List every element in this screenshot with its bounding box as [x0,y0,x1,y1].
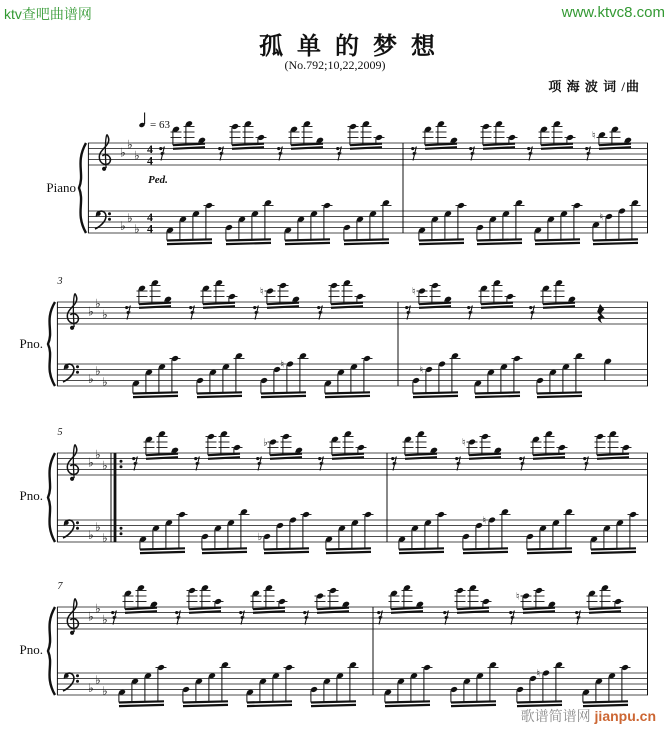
bass-beat-group [139,511,188,553]
composer-credit: 项 海 波 词 /曲 [548,79,640,94]
svg-text:♭: ♭ [88,609,94,624]
svg-text:♭: ♭ [134,148,140,163]
svg-text:♭: ♭ [88,681,94,695]
svg-text:♭: ♭ [127,210,133,225]
bass-beat-group [132,355,181,397]
svg-text:♭: ♭ [95,672,101,687]
footer-watermark [521,706,656,726]
svg-text:♮: ♮ [592,130,596,142]
bass-beat-group [590,511,639,553]
svg-text:♮: ♮ [260,286,264,298]
treble-beat-group [239,584,287,624]
treble-beat-group [175,584,223,624]
svg-text:♭: ♭ [88,528,94,542]
treble-beat-group [336,120,384,160]
svg-text:♭: ♭ [88,372,94,386]
svg-text:4: 4 [147,221,153,236]
system-1 [46,113,648,245]
bass-clef [95,211,111,229]
grand-staff-brace [48,607,55,695]
tempo-marking [139,113,171,132]
treble-clef [67,599,78,635]
barlines [88,143,647,236]
treble-beat-group [405,282,452,319]
bass-beat-group [118,664,167,706]
treble-beat-group [218,120,266,160]
footer-site-url: jianpu.cn [594,708,656,724]
staff-label: Pno. [19,488,43,503]
svg-text:4: 4 [147,153,153,168]
treble-beat-group [318,430,366,470]
bass-beat-group [398,511,447,553]
bass-clef [63,364,79,382]
treble-beat-group [467,279,515,319]
time-signature [147,210,153,236]
svg-text:♭: ♭ [127,137,133,152]
key-signature [88,364,108,389]
treble-beat-group [455,433,502,470]
treble-beat-group [597,304,605,323]
key-signature [120,211,140,236]
svg-text:♭: ♭ [120,145,126,160]
svg-text:♭: ♭ [88,304,94,319]
bass-beat-group [534,202,583,244]
bass-clef [63,673,79,691]
svg-text:♭: ♭ [95,296,101,311]
treble-beat-group [391,430,438,470]
treble-beat-group [509,587,556,624]
svg-text:♮: ♮ [482,515,487,527]
treble-beat-group [443,584,491,624]
system-2 [20,276,648,397]
svg-text:♮: ♮ [599,212,604,223]
treble-beat-group [277,120,324,160]
treble-clef [67,445,78,481]
bass-beat-group [474,355,523,397]
svg-text:♭: ♭ [257,532,263,543]
svg-text:4: 4 [147,209,153,224]
barlines [57,453,647,542]
svg-text:♮: ♮ [280,359,285,371]
treble-beat-group [469,120,517,160]
measure-number: 7 [57,581,63,592]
bass-beat-group [246,664,295,706]
bass-beat-group [325,511,374,553]
quarter-rest [597,304,605,323]
staff-label: Pno. [19,642,43,657]
start-repeat-barline [111,453,123,542]
svg-text:♭: ♭ [102,307,108,322]
svg-text:♭: ♭ [134,221,140,236]
system-3 [20,427,648,553]
treble-beat-group [529,279,576,319]
key-signature [88,601,108,626]
grand-staff-brace [48,302,55,386]
treble-staff [88,143,648,168]
treble-beat-group [317,279,365,319]
treble-beat-group [411,120,458,160]
svg-text:♭: ♭ [102,458,108,473]
staff-label: Piano [46,180,76,195]
staff-label: Pno. [19,336,43,351]
measure-number: 3 [57,276,63,287]
svg-text:♭: ♭ [120,219,126,233]
svg-text:= 63: = 63 [150,119,170,131]
svg-text:♭: ♭ [95,447,101,462]
bass-beat-group [582,664,631,706]
treble-staff [57,607,648,629]
treble-staff [57,302,648,324]
watermark-site-name: ktv查吧曲谱网 [4,6,92,22]
treble-beat-group [125,279,172,319]
system-4 [20,581,648,706]
treble-beat-group [253,282,300,319]
treble-beat-group [111,584,158,624]
key-signature [88,296,108,321]
key-signature [88,447,108,472]
bass-beat-group [258,511,312,553]
treble-beat-group [519,430,567,470]
pedal-marking: Ped. [148,174,168,186]
treble-clef [67,294,78,330]
svg-text:4: 4 [147,141,153,156]
treble-beat-group [194,430,242,470]
song-title: 孤 单 的 梦 想 [259,34,439,60]
treble-beat-group [256,433,303,470]
treble-beat-group [132,430,179,470]
svg-text:♮: ♮ [412,286,416,298]
treble-beat-group [377,584,424,624]
bass-beat-group [166,202,215,244]
svg-text:♭: ♭ [102,612,108,627]
bass-beat-group [604,358,612,380]
svg-text:♭: ♭ [95,601,101,616]
barlines [57,607,647,695]
footer-site-name: 歌谱简谱网 [520,708,591,724]
song-catalog-number: (No.792;10,22,2009) [284,58,386,72]
key-signature [88,520,108,545]
bass-beat-group [324,355,373,397]
treble-beat-group [303,587,350,624]
bass-clef [63,520,79,538]
time-signature [147,142,153,168]
bass-beat-group [284,202,333,244]
grand-staff-brace [48,453,55,542]
treble-beat-group [583,430,631,470]
key-signature [88,673,108,698]
svg-text:♭: ♭ [102,683,108,698]
svg-text:♮: ♮ [536,668,541,680]
grand-staff-brace [79,143,86,233]
svg-text:♮: ♮ [462,437,466,449]
svg-text:♭: ♭ [102,374,108,389]
watermark-site-url: www.ktvc8.com [561,4,665,21]
treble-beat-group [575,584,623,624]
treble-clef [99,135,110,171]
key-signature [120,137,140,162]
treble-beat-group [527,120,575,160]
svg-text:♮: ♮ [516,591,520,603]
svg-text:♭: ♭ [95,519,101,534]
treble-beat-group [189,279,237,319]
svg-text:♭: ♭ [263,437,268,449]
treble-staff [57,453,648,475]
svg-text:♭: ♭ [88,455,94,470]
bass-beat-group [418,202,467,244]
bass-beat-group [384,664,433,706]
svg-text:♭: ♭ [102,530,108,545]
svg-text:♮: ♮ [419,365,424,376]
measure-number: 5 [57,427,63,438]
svg-text:♭: ♭ [95,363,101,378]
